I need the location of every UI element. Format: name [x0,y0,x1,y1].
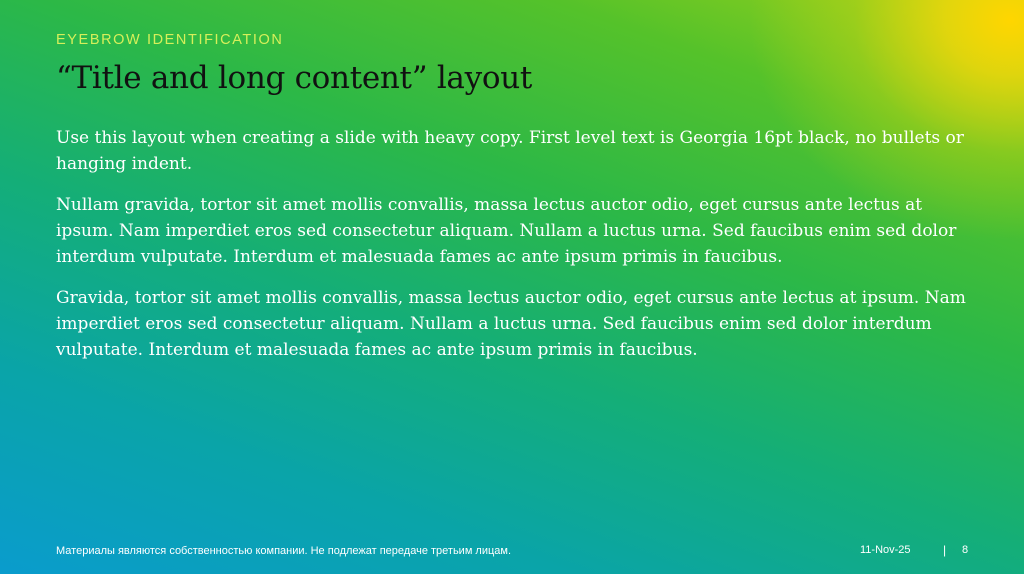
footer-separator: | [943,543,947,557]
slide-body [56,125,966,378]
page-number: 8 [962,544,969,556]
footer-confidentiality-note: Материалы являются собственностью компании. Не подлежат передаче третьим лицам. [56,545,512,557]
footer-date: 11-Nov-25 [860,544,911,556]
body-paragraph: Gravida, tortor sit amet mollis convallis, massa lectus auctor odio, eget cursus ante lectus at ipsum. Nam imperdiet eros sed consectetur aliquam. Nullam a luctus urna. Sed faucibus enim sed dolor interdum vulputate. Interdum et malesuada fames ac ante ipsum primis in faucibus. [56,288,966,360]
body-paragraph: Use this layout when creating a slide with heavy copy. First level text is Georgia 16pt black, no bullets or hanging indent. [56,128,964,174]
body-paragraph: Nullam gravida, tortor sit amet mollis convallis, massa lectus auctor odio, eget cursus ante lectus at ipsum. Nam imperdiet eros sed consectetur aliquam. Nullam a luctus urna. Sed faucibus enim sed dolor interdum vulputate. Interdum et malesuada fames ac ante ipsum primis in faucibus. [56,195,957,267]
eyebrow-label: EYEBROW IDENTIFICATION [56,32,284,48]
slide-title: “Title and long content” layout [56,60,533,96]
